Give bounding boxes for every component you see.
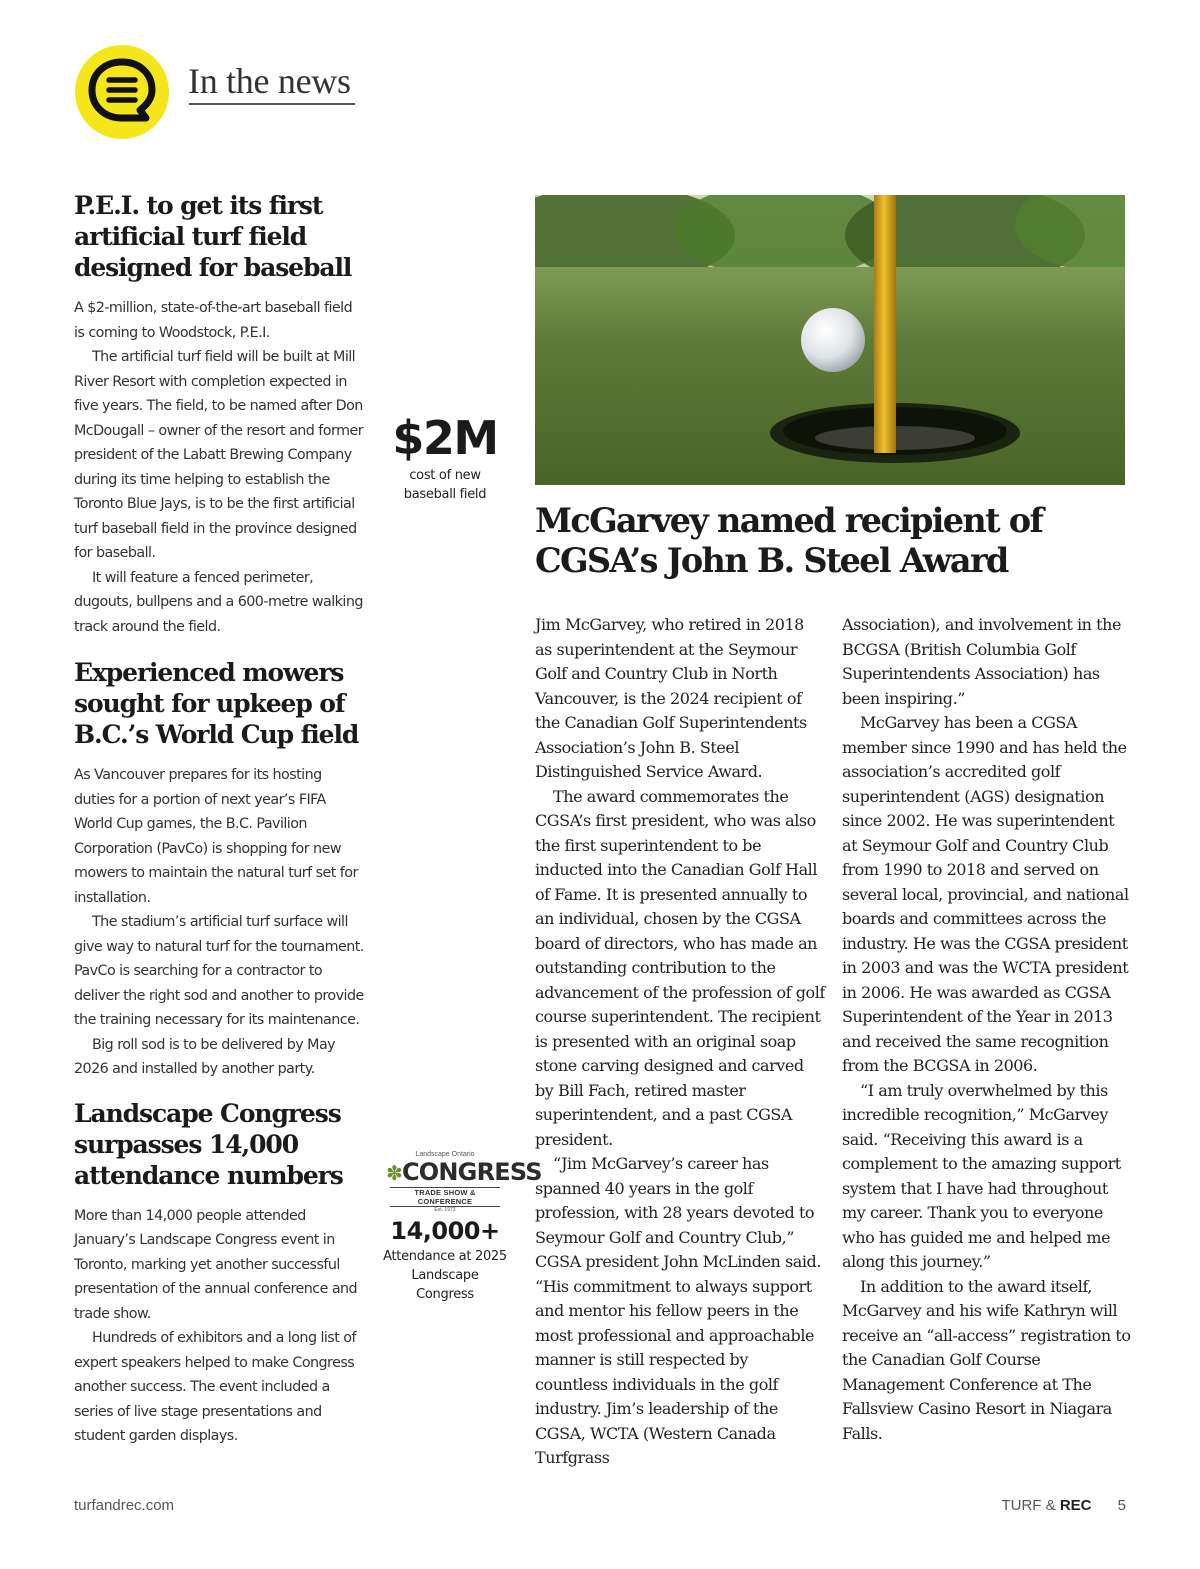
- story-headline: Landscape Congress surpasses 14,000 attendance numbers: [74, 1098, 343, 1190]
- story-headline: Experienced mowers sought for upkeep of B.C.’s World Cup field: [74, 658, 359, 749]
- stat-callout-attendance: [382, 1216, 508, 1304]
- left-column: [74, 190, 366, 1465]
- story-paragraph: As Vancouver prepares for its hosting duties for a portion of next year’s FIFA World Cup games, the B.C. Pavilion Corporation (PavCo) is shopping for new mowers to maintain the natural turf set for installation.: [74, 767, 358, 906]
- stat-value: $2M: [392, 411, 498, 465]
- leaf-icon: ✽: [386, 1161, 402, 1185]
- article-paragraph: “Jim McGarvey’s career has spanned 40 years in the golf profession, with 28 years devoted to Seymour Golf and Country Club,” CGSA president John McLinden said. “His commitment to always support and mentor his fellow peers in the most professional and approachable manner is still respected by countless individuals in the golf industry. Jim’s leadership of the CGSA, WCTA (Western Canada Turfgrass: [535, 1154, 821, 1467]
- story-bc-mowers: [74, 657, 366, 1082]
- article-paragraph: “I am truly overwhelmed by this incredible recognition,” McGarvey said. “Receiving this award is a complement to the amazing support system that I have had throughout my career. Thank you to everyone who has guided me and helped me along this journey.”: [842, 1080, 1121, 1271]
- congress-logo-main-text: CONGRESS: [401, 1158, 542, 1186]
- article-paragraph: In addition to the award itself, McGarvey and his wife Kathryn will receive an “all-access” registration to the Canadian Golf Course Management Conference at The Fallsview Casino Resort in Niagara Falls.: [842, 1276, 1131, 1443]
- article-paragraph: Jim McGarvey, who retired in 2018 as superintendent at the Seymour Golf and Country Club in North Vancouver, is the 2024 recipient of the Canadian Golf Superintendents Association’s John B. Steel Distinguished Service Award.: [535, 615, 807, 781]
- main-article-column-1: [535, 613, 825, 1471]
- story-paragraph: The artificial turf field will be built at Mill River Resort with completion expected in five years. The field, to be named after Don McDougall – owner of the resort and former president of the Labatt Brewing Company during its time helping to establish the Toronto Blue Jays, is to be the first artificial turf baseball field in the province designed for baseball.: [74, 349, 364, 561]
- footer-mag-turf: TURF &: [1001, 1497, 1056, 1514]
- stat-value: 14,000+: [390, 1217, 500, 1245]
- story-paragraph: It will feature a fenced perimeter, dugouts, bullpens and a 600-metre walking track around the field.: [74, 569, 363, 635]
- golf-green-photo: [535, 195, 1125, 485]
- section-title: In the news: [188, 61, 351, 101]
- story-paragraph: Hundreds of exhibitors and a long list of expert speakers helped to make Congress another success. The event included a series of live stage presentations and student garden displays.: [74, 1330, 356, 1444]
- story-headline: P.E.I. to get its first artificial turf field designed for baseball: [74, 191, 352, 282]
- story-pei-turf: [74, 190, 366, 639]
- congress-logo-est-text: Est. 1973: [434, 1207, 456, 1213]
- congress-logo: [386, 1150, 542, 1213]
- congress-logo-small-text: Landscape Ontario: [415, 1151, 475, 1158]
- page-number: 5: [1117, 1497, 1126, 1514]
- article-paragraph: McGarvey has been a CGSA member since 1990 and has held the association’s accredited golf superintendent (AGS) designation since 2002. He was superintendent at Seymour Golf and Country Club from 1990 to 2018 and served on several local, provincial, and national boards and committees across the industry. He was the CGSA president in 2003 and was the WCTA president in 2006. He was awarded as CGSA Superintendent of the Year in 2013 and received the same recognition from the BCGSA in 2006.: [842, 713, 1129, 1075]
- main-article-headline: McGarvey named recipient of CGSA’s John B. Steel Award: [535, 501, 1043, 580]
- section-title-rule: [189, 103, 355, 105]
- stat-label: Attendance at 2025 Landscape Congress: [383, 1249, 507, 1302]
- story-paragraph: A $2-million, state-of-the-art baseball field is coming to Woodstock, P.E.I.: [74, 300, 353, 341]
- story-paragraph: The stadium’s artificial turf surface will give way to natural turf for the tournament. PavCo is searching for a contractor to deliver the right sod and another to provide the training necessary for its maintenance.: [74, 914, 364, 1028]
- stat-callout-cost: [382, 410, 508, 504]
- stat-label: cost of new baseball field: [403, 468, 487, 502]
- main-article-column-2: [842, 613, 1132, 1446]
- story-paragraph: More than 14,000 people attended January’s Landscape Congress event in Toronto, marking yet another successful presentation of the annual conference and trade show.: [74, 1207, 358, 1322]
- story-landscape-congress: [74, 1098, 366, 1449]
- footer-website: turfandrec.com: [74, 1497, 175, 1514]
- story-paragraph: Big roll sod is to be delivered by May 2026 and installed by another party.: [74, 1036, 336, 1077]
- article-paragraph: The award commemorates the CGSA’s first president, who was also the first superintendent to be inducted into the Canadian Golf Hall of Fame. It is presented annually to an individual, chosen by the CGSA board of directors, who has made an outstanding contribution to the advancement of the profession of golf course superintendent. The recipient is presented with an original soap stone carving designed and carved by Bill Fach, retired master superintendent, and a past CGSA president.: [535, 786, 825, 1149]
- footer-mag-rec: REC: [1059, 1497, 1092, 1514]
- congress-logo-sub-text: TRADE SHOW & CONFERENCE: [390, 1187, 500, 1207]
- speech-bubble-menu-icon: [74, 44, 170, 140]
- article-paragraph: Association), and involvement in the BCGSA (British Columbia Golf Superintendents Association) has been inspiring.”: [842, 615, 1121, 708]
- footer-masthead: [1001, 1497, 1126, 1514]
